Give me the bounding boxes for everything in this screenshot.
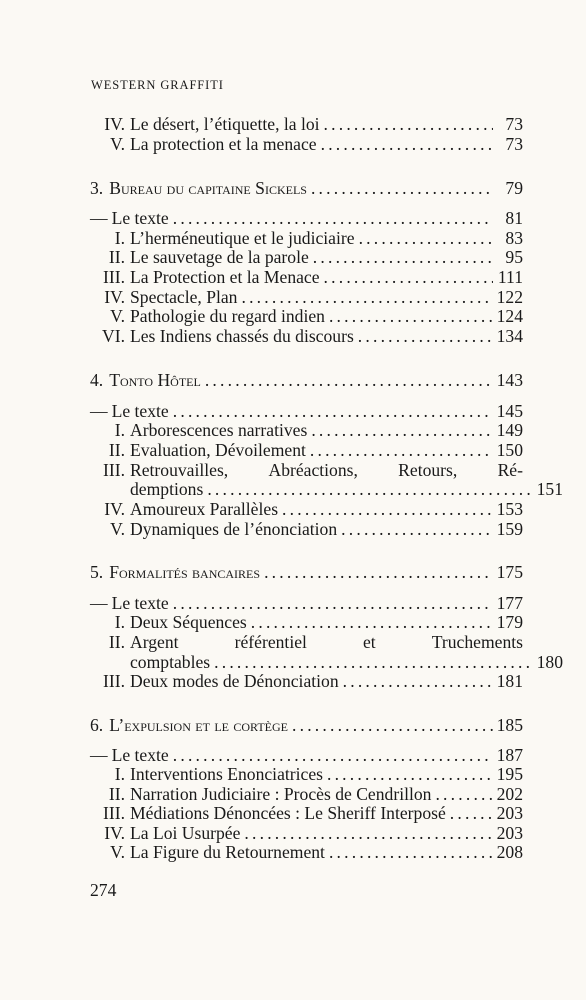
chapter-number: 6. [90, 715, 104, 735]
entry-title: Les Indiens chassés du discours [130, 326, 354, 346]
entry-page: 150 [496, 440, 523, 460]
chapter-number: 3. [90, 178, 104, 198]
entry-number: I. [114, 764, 125, 784]
leader-dots [327, 765, 493, 784]
entry-page: 208 [496, 842, 523, 862]
entry-page: 203 [496, 803, 523, 823]
leader-dots [311, 179, 493, 198]
toc-entry [90, 824, 523, 843]
entry-title: Le texte [111, 745, 169, 765]
entry-page: 149 [496, 420, 523, 440]
entry-dash: — [90, 593, 108, 613]
toc-entry [90, 500, 523, 519]
chapter-title: Bureau du capitaine Sickels [109, 178, 307, 198]
toc-entry [90, 746, 523, 765]
toc-entry [90, 765, 523, 784]
leader-dots [359, 229, 493, 248]
toc-entry [90, 843, 523, 862]
toc-entry [90, 209, 523, 228]
chapter-number: 4. [90, 370, 104, 390]
toc-entry [90, 229, 523, 248]
leader-dots [329, 843, 493, 862]
leader-dots [173, 402, 493, 421]
toc-entry [90, 268, 523, 287]
entry-title-justified [130, 633, 523, 652]
entry-title-word: Retrouvailles, [130, 460, 229, 480]
chapter-heading [90, 716, 523, 735]
entry-title-justified [130, 461, 523, 480]
entry-dash: — [90, 745, 108, 765]
entry-title: Le texte [111, 593, 169, 613]
entry-title: comptables [130, 652, 211, 672]
leader-dots [435, 785, 492, 804]
leader-dots [324, 268, 493, 287]
entry-title-word: Abréactions, [268, 460, 358, 480]
entry-title: Le sauvetage de la parole [130, 247, 309, 267]
chapter-title: L’expulsion et le cortège [109, 715, 288, 735]
entry-title: La Protection et la Menace [130, 267, 320, 287]
entry-page: 79 [505, 178, 523, 198]
leader-dots [244, 824, 492, 843]
entry-title: Narration Judiciaire : Procès de Cendrillon [130, 784, 432, 804]
entry-page: 83 [505, 228, 523, 248]
leader-dots [173, 594, 493, 613]
entry-page: 95 [505, 247, 523, 267]
entry-page: 124 [496, 306, 523, 326]
entry-title: Spectacle, Plan [130, 287, 238, 307]
toc-entry [90, 327, 523, 346]
entry-title: La Figure du Retournement [130, 842, 325, 862]
entry-title: Evaluation, Dévoilement [130, 440, 306, 460]
leader-dots [450, 804, 493, 823]
entry-title-word: référentiel [234, 632, 307, 652]
leader-dots [207, 480, 532, 499]
leader-dots [341, 520, 492, 539]
toc-entry [90, 804, 523, 823]
leader-dots [313, 248, 493, 267]
entry-page: 175 [496, 562, 523, 582]
entry-page: 151 [536, 479, 563, 499]
leader-dots [324, 115, 493, 134]
leader-dots [311, 421, 492, 440]
entry-title: Le texte [111, 208, 169, 228]
entry-number: II. [108, 784, 125, 804]
entry-page: 177 [496, 593, 523, 613]
leader-dots [264, 563, 493, 582]
entry-title-word: Ré- [497, 460, 523, 480]
leader-dots [173, 746, 493, 765]
leader-dots [251, 613, 493, 632]
entry-number: I. [114, 612, 125, 632]
entry-title-word: Retours, [398, 460, 458, 480]
chapter-title: Tonto Hôtel [109, 370, 201, 390]
entry-page: 81 [505, 208, 523, 228]
entry-title: Arborescences narratives [130, 420, 308, 440]
entry-page: 203 [496, 823, 523, 843]
entry-title-word: Truchements [431, 632, 523, 652]
entry-number: III. [103, 803, 125, 823]
toc-entry [90, 135, 523, 154]
leader-dots [282, 500, 493, 519]
entry-number: II. [108, 440, 125, 460]
toc-entry [90, 115, 523, 134]
leader-dots [241, 288, 492, 307]
entry-number: II. [108, 632, 125, 652]
entry-number: IV. [104, 823, 125, 843]
entry-number: IV. [104, 499, 125, 519]
leader-dots [205, 371, 493, 390]
toc-entry [90, 402, 523, 421]
toc-entry [90, 461, 523, 480]
running-head: WESTERN GRAFFITI [91, 78, 224, 92]
entry-title: La protection et la menace [130, 134, 317, 154]
entry-number: IV. [104, 287, 125, 307]
entry-title: Le texte [111, 401, 169, 421]
entry-title-word: et [362, 632, 376, 652]
entry-page: 185 [496, 715, 523, 735]
entry-dash: — [90, 401, 108, 421]
entry-number: II. [108, 247, 125, 267]
entry-page: 143 [496, 370, 523, 390]
toc-entry [90, 307, 523, 326]
entry-number: I. [114, 228, 125, 248]
entry-page: 73 [505, 134, 523, 154]
chapter-title: Formalités bancaires [109, 562, 261, 582]
entry-page: 153 [496, 499, 523, 519]
leader-dots [358, 327, 493, 346]
entry-number: V. [110, 134, 125, 154]
toc-entry [90, 594, 523, 613]
leader-dots [343, 672, 493, 691]
leader-dots [329, 307, 493, 326]
entry-number: V. [110, 519, 125, 539]
entry-page: 111 [497, 267, 523, 287]
toc-entry [90, 633, 523, 652]
entry-title: Deux modes de Dénonciation [130, 671, 339, 691]
entry-dash: — [90, 208, 108, 228]
entry-number: V. [110, 306, 125, 326]
toc-entry-continuation [90, 653, 563, 672]
entry-title: demptions [130, 479, 204, 499]
entry-number: III. [103, 267, 125, 287]
entry-page: 180 [536, 652, 563, 672]
entry-page: 202 [496, 784, 523, 804]
entry-title: Amoureux Parallèles [130, 499, 279, 519]
leader-dots [214, 653, 532, 672]
chapter-heading [90, 563, 523, 582]
entry-title: Interventions Enonciatrices [130, 764, 323, 784]
toc-entry [90, 421, 523, 440]
entry-title-word: Argent [130, 632, 179, 652]
leader-dots [173, 209, 493, 228]
entry-title: Pathologie du regard indien [130, 306, 325, 326]
toc-entry [90, 520, 523, 539]
entry-page: 159 [496, 519, 523, 539]
entry-page: 73 [505, 114, 523, 134]
entry-page: 145 [496, 401, 523, 421]
toc-entry [90, 248, 523, 267]
toc-entry-continuation [90, 480, 563, 499]
toc-entry [90, 288, 523, 307]
page-number: 274 [90, 880, 117, 900]
entry-page: 181 [496, 671, 523, 691]
leader-dots [292, 716, 493, 735]
chapter-number: 5. [90, 562, 104, 582]
entry-title: La Loi Usurpée [130, 823, 241, 843]
entry-title: Deux Séquences [130, 612, 247, 632]
entry-number: VI. [102, 326, 125, 346]
entry-page: 195 [496, 764, 523, 784]
entry-page: 134 [496, 326, 523, 346]
entry-page: 179 [496, 612, 523, 632]
entry-title: Médiations Dénoncées : Le Sheriff Interposé [130, 803, 446, 823]
toc-entry [90, 785, 523, 804]
entry-number: I. [114, 420, 125, 440]
entry-page: 122 [496, 287, 523, 307]
entry-number: IV. [104, 114, 125, 134]
leader-dots [321, 135, 493, 154]
entry-page: 187 [496, 745, 523, 765]
chapter-heading [90, 179, 523, 198]
entry-number: III. [103, 460, 125, 480]
entry-number: III. [103, 671, 125, 691]
entry-title: Le désert, l’étiquette, la loi [130, 114, 320, 134]
toc-entry [90, 613, 523, 632]
entry-title: Dynamiques de l’énonciation [130, 519, 338, 539]
toc-entry [90, 441, 523, 460]
entry-title: L’herméneutique et le judiciaire [130, 228, 355, 248]
toc-entry [90, 672, 523, 691]
leader-dots [310, 441, 493, 460]
entry-number: V. [110, 842, 125, 862]
chapter-heading [90, 371, 523, 390]
